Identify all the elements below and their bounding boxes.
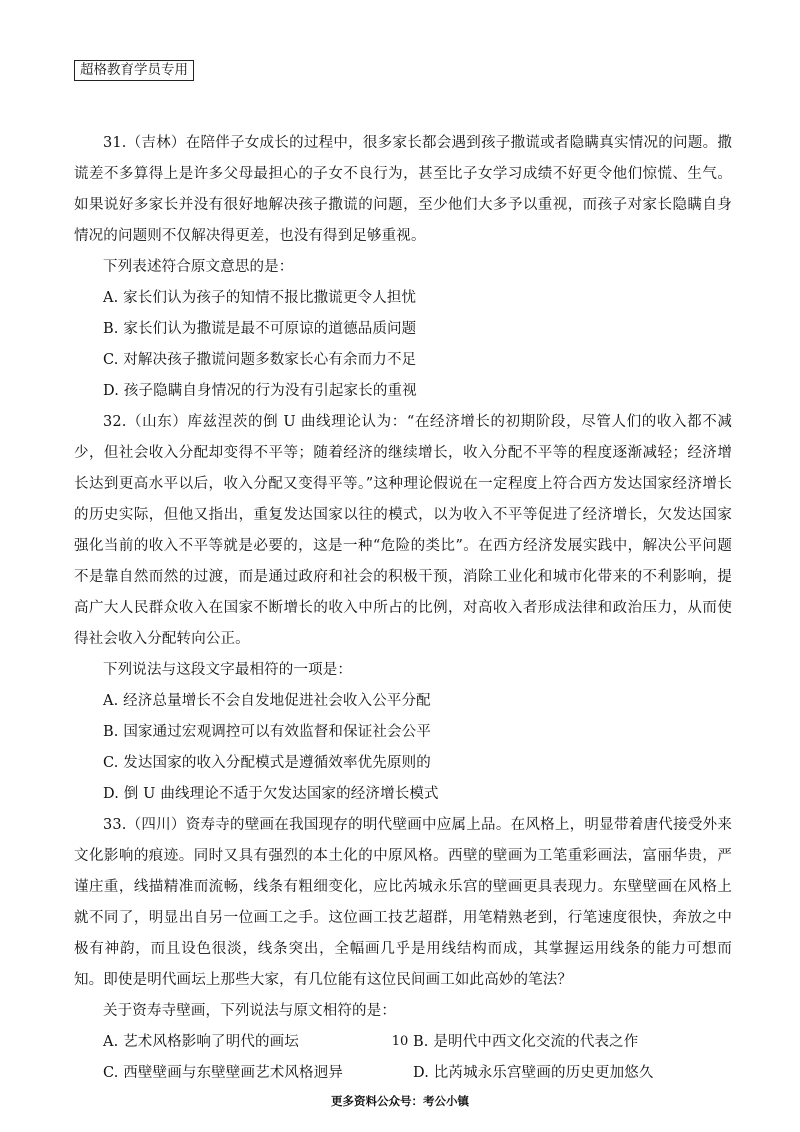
footer-text: 更多资料公众号：考公小镇 bbox=[331, 1094, 469, 1108]
question-31-option-b: B. 家长们认为撒谎是最不可原谅的道德品质问题 bbox=[103, 321, 417, 337]
question-32-stem: 下列说法与这段文字最相符的一项是： bbox=[103, 662, 353, 678]
question-32-option-d: D. 倒 U 曲线理论不适于欠发达国家的经济增长模式 bbox=[103, 786, 439, 802]
page-number: 10 bbox=[391, 1034, 409, 1049]
question-31-stem: 下列表述符合原文意思的是： bbox=[103, 259, 294, 275]
question-31-paragraph: 31.（吉林）在陪伴子女成长的过程中，很多家长都会遇到孩子撒谎或者隐瞒真实情况的问题。撒谎差不多算得上是许多父母最担心的子女不良行为，甚至比子女学习成绩不好更令他们惊慌、生气。如果说好多家长并没有很好地解决孩子撒谎的问题，至少他们大多予以重视，而孩子对家长隐瞒自身情况的问题则不仅解决得更差，也没有得到足够重视。 bbox=[74, 135, 732, 244]
question-content bbox=[74, 128, 732, 1089]
question-33-option-c: C. 西壁壁画与东壁壁画艺术风格迥异 bbox=[103, 1065, 343, 1081]
question-31-option-d: D. 孩子隐瞒自身情况的行为没有引起家长的重视 bbox=[103, 383, 417, 399]
question-32-option-c: C. 发达国家的收入分配模式是遵循效率优先原则的 bbox=[103, 755, 431, 771]
question-33-option-a: A. 艺术风格影响了明代的画坛 bbox=[103, 1034, 299, 1050]
question-33-option-d: D. 比芮城永乐宫壁画的历史更加悠久 bbox=[413, 1065, 654, 1081]
question-32-paragraph: 32.（山东）库兹涅茨的倒 U 曲线理论认为：“在经济增长的初期阶段，尽管人们的收入都不减少，但社会收入分配却变得不平等；随着经济的继续增长，收入分配不平等的程度逐渐减轻；经济增长达到更高水平以后，收入分配又变得平等。”这种理论假说在一定程度上符合西方发达国家经济增长的历史实际，但他又指出，重复发达国家以往的模式，以为收入不平等促进了经济增长，欠发达国家强化当前的收入不平等就是必要的，这是一种“危险的类比”。在西方经济发展实践中，解决公平问题不是靠自然而然的过渡，而是通过政府和社会的积极干预，消除工业化和城市化带来的不利影响，提高广大人民群众收入在国家不断增长的收入中所占的比例，对高收入者形成法律和政治压力，从而使得社会收入分配转向公正。 bbox=[74, 414, 732, 647]
question-31-option-a: A. 家长们认为孩子的知情不报比撒谎更令人担忧 bbox=[103, 290, 417, 306]
question-32-option-a: A. 经济总量增长不会自发地促进社会收入公平分配 bbox=[103, 693, 431, 709]
question-31-option-c: C. 对解决孩子撒谎问题多数家长心有余而力不足 bbox=[103, 352, 417, 368]
question-33-stem: 关于资寿寺壁画，下列说法与原文相符的是： bbox=[103, 1003, 396, 1019]
question-32-option-b: B. 国家通过宏观调控可以有效监督和保证社会公平 bbox=[103, 724, 431, 740]
header-label: 超格教育学员专用 bbox=[74, 60, 194, 81]
question-33-paragraph: 33.（四川）资寿寺的壁画在我国现存的明代壁画中应属上品。在风格上，明显带着唐代接受外来文化影响的痕迹。同时又具有强烈的本土化的中原风格。西壁的壁画为工笔重彩画法，富丽华贵，严谨庄重，线描精准而流畅，线条有粗细变化，应比芮城永乐宫的壁画更具表现力。东壁壁画在风格上就不同了，明显出自另一位画工之手。这位画工技艺超群，用笔精熟老到，行笔速度很快，奔放之中极有神韵，而且设色很淡，线条突出，全幅画几乎是用线结构而成，其掌握运用线条的能力可想而知。即使是明代画坛上那些大家，有几位能有这位民间画工如此高妙的笔法？ bbox=[74, 817, 732, 988]
question-33-option-b: B. 是明代中西文化交流的代表之作 bbox=[413, 1034, 639, 1050]
question-33-options-row-2 bbox=[74, 1058, 732, 1089]
